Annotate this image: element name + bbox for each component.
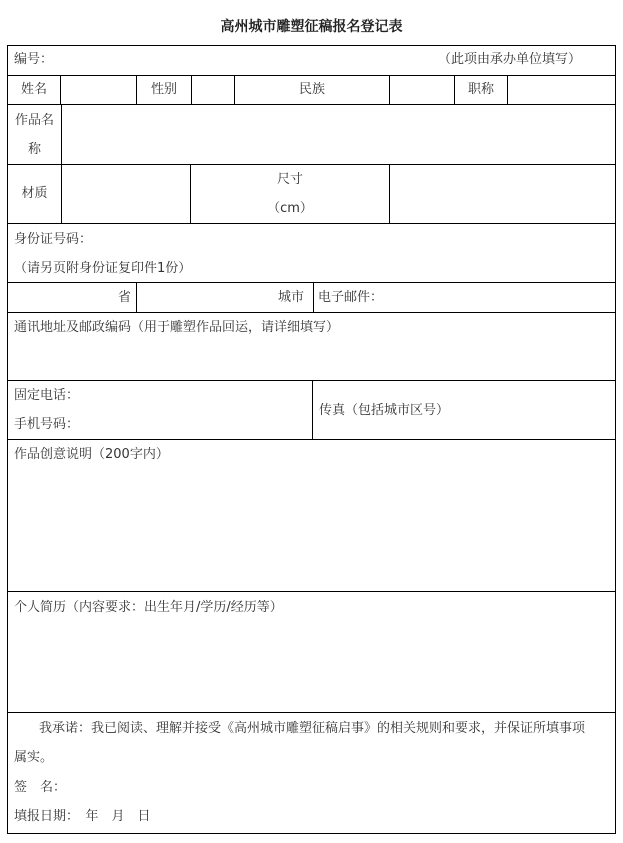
number-label: 编号： — [14, 52, 54, 67]
col-divider — [389, 75, 390, 104]
city-label: 城市 — [278, 290, 305, 305]
row-divider — [8, 712, 615, 713]
landline-label: 固定电话： — [14, 388, 80, 403]
row-divider — [8, 282, 615, 283]
pledge-text-line1: 我承诺：我已阅读、理解并接受《高州城市雕塑征稿启事》的相关规则和要求，并保证所填事项 — [39, 721, 586, 736]
email-label: 电子邮件： — [318, 290, 384, 305]
job-title-label: 职称 — [467, 82, 494, 97]
resume-label: 个人简历（内容要求：出生年月/学历/经历等） — [14, 600, 283, 615]
work-name-label-line2: 称 — [27, 142, 41, 157]
size-label-line2: （cm） — [267, 201, 313, 216]
gender-label: 性别 — [150, 82, 177, 97]
col-divider — [507, 75, 508, 104]
col-divider — [313, 282, 314, 312]
creative-statement-label: 作品创意说明（200字内） — [14, 447, 169, 462]
mobile-label: 手机号码： — [14, 417, 80, 432]
row-divider — [8, 164, 615, 165]
id-number-note: （请另页附身份证复印件1份） — [14, 261, 192, 276]
row-divider — [8, 439, 615, 440]
province-label: 省 — [118, 290, 132, 305]
row-divider — [8, 223, 615, 224]
col-divider — [136, 282, 137, 312]
signature-label: 签 名： — [14, 780, 67, 795]
size-label-line1: 尺寸 — [276, 172, 303, 187]
col-divider — [60, 75, 61, 104]
col-divider — [312, 380, 313, 439]
pledge-text-line2: 属实。 — [14, 750, 54, 765]
fax-label: 传真（包括城市区号） — [319, 403, 450, 418]
col-divider — [389, 164, 390, 223]
row-divider — [8, 75, 615, 76]
registration-form-table — [7, 45, 616, 834]
col-divider — [61, 104, 62, 223]
row-divider — [8, 312, 615, 313]
id-number-label: 身份证号码： — [14, 232, 93, 247]
work-name-label-line1: 作品名 — [14, 113, 54, 128]
form-title: 高州城市雕塑征稿报名登记表 — [220, 19, 403, 35]
row-divider — [8, 104, 615, 105]
name-label: 姓名 — [20, 82, 47, 97]
address-label: 通讯地址及邮政编码（用于雕塑作品回运，请详细填写） — [14, 320, 340, 335]
row-divider — [8, 591, 615, 592]
number-note: （此项由承办单位填写） — [438, 52, 582, 67]
col-divider — [191, 75, 192, 104]
fill-date-label: 填报日期： 年 月 日 — [14, 809, 151, 824]
material-label: 材质 — [21, 186, 48, 201]
ethnicity-label: 民族 — [298, 82, 325, 97]
